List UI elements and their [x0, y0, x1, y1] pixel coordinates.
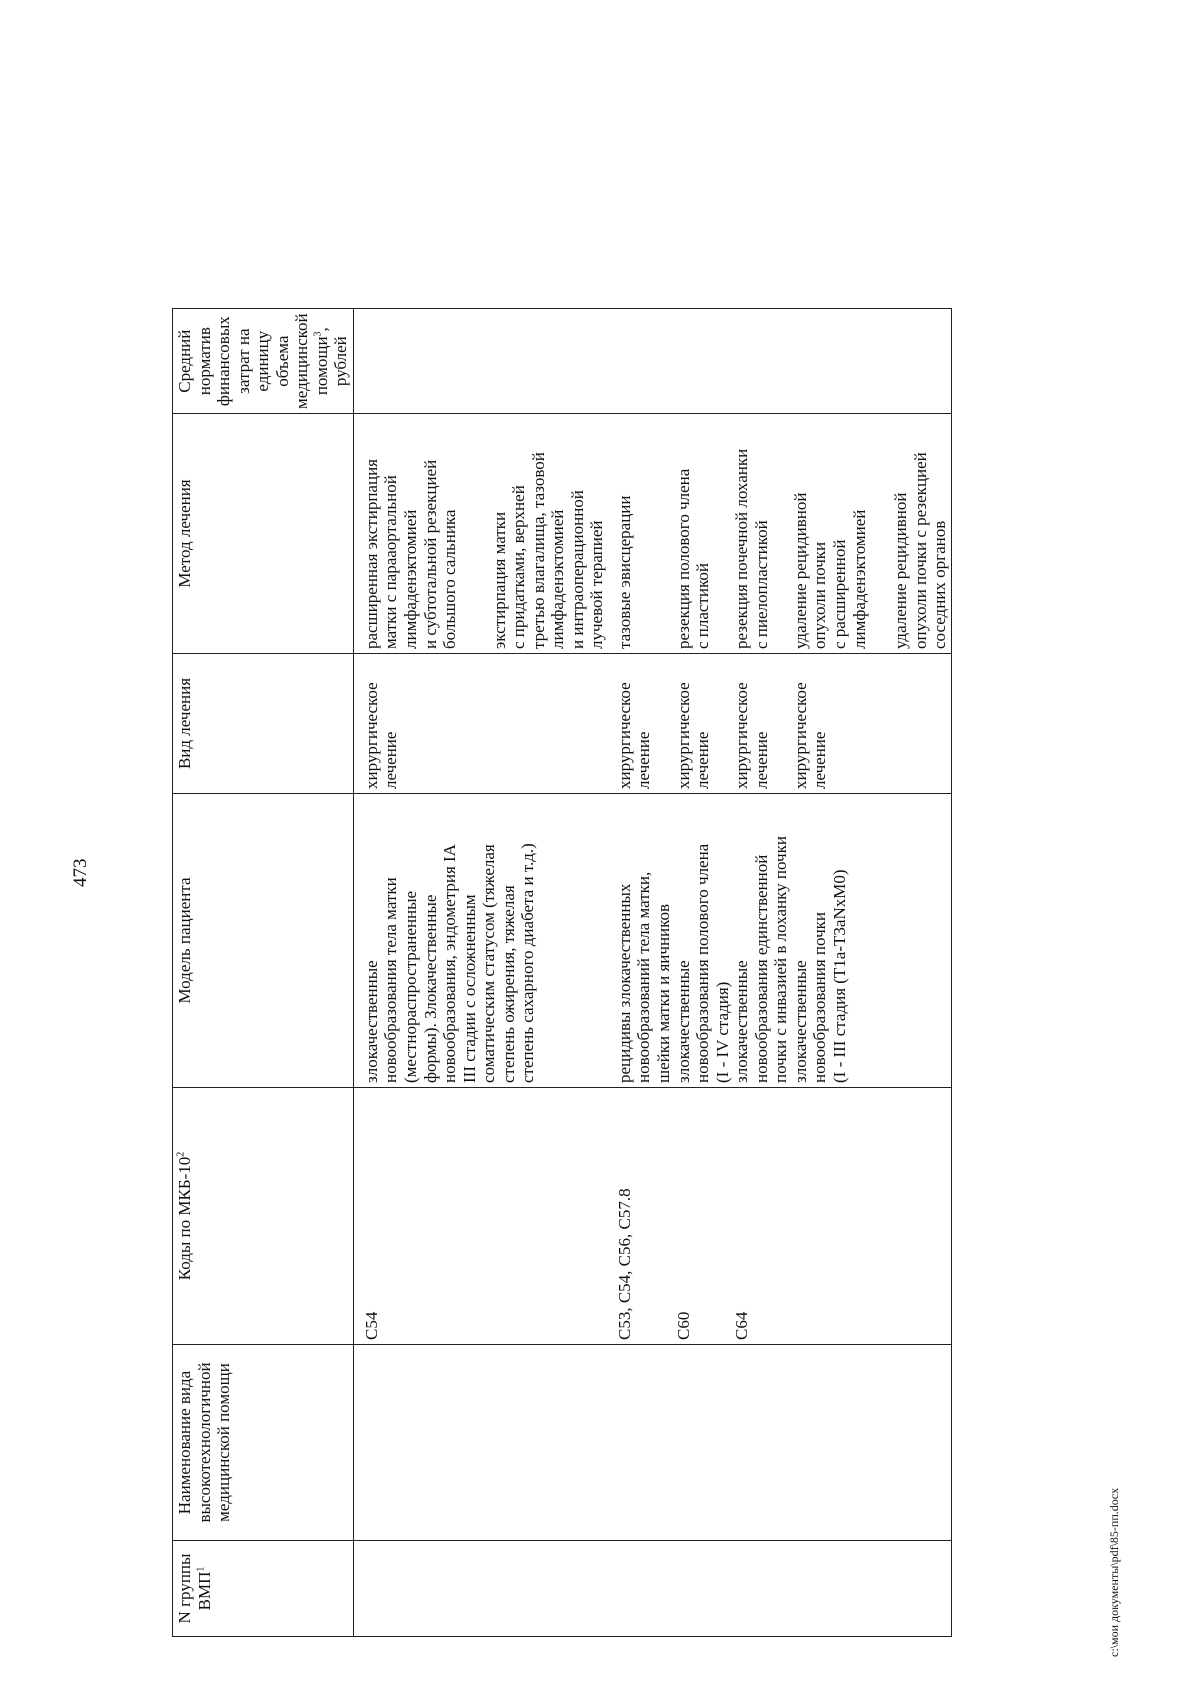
treatment-method-cell: резекция полового члена с пластикой	[674, 414, 733, 654]
table-row	[615, 309, 674, 1637]
table-row	[791, 309, 950, 1637]
treatment-method-cell: тазовые эвисцерации	[615, 414, 674, 654]
icd-code-cell: C64	[732, 1088, 791, 1345]
patient-model-cell: рецидивы злокачественных новообразований тела матки, шейки матки и яичников	[615, 794, 674, 1088]
header-patient-model: Модель пациента	[173, 794, 354, 1088]
icd-code-cell: C53, C54, C56, C57.8	[615, 1088, 674, 1345]
treatment-type-cell: хирургическое лечение	[732, 654, 791, 794]
page-number: 473	[70, 858, 91, 887]
treatment-method-cell: удаление рецидивной опухоли почки с расширенной лимфаденэктомией удаление рецидивной опухоли почки с резекцией соседних органов	[791, 414, 950, 654]
header-group-no: N группы ВМП$^1$	[173, 1541, 354, 1637]
header-treatment-type: Вид лечения	[173, 654, 354, 794]
patient-model-cell: злокачественные новообразования полового члена (I - IV стадия)	[674, 794, 733, 1088]
header-cost: Средний норматив финансовых затрат на единицу объема медицинской помощи$^3$, рублей	[173, 309, 354, 414]
header-name: Наименование вида высокотехнологичной медицинской помощи	[173, 1345, 354, 1541]
vmp-table	[172, 308, 952, 1637]
header-icd-codes: Коды по МКБ-$10^2$	[173, 1088, 354, 1345]
treatment-type-cell: хирургическое лечение	[791, 654, 950, 794]
treatment-method-cell: расширенная экстирпация матки с парааортальной лимфаденэктомией и субтотальной резекцией большого сальника экстирпация матки с придатками, верхней третью влагалища, тазовой лимфаденэктомией и интраоперационной лучевой терапией	[362, 414, 607, 654]
footer-file-path: c:\мои документы\pdf\85-пп.docx	[1107, 1487, 1121, 1657]
icd-code-cell: C54	[362, 1088, 607, 1345]
header-treatment-method: Метод лечения	[173, 414, 354, 654]
treatment-type-cell: хирургическое лечение	[362, 654, 607, 794]
patient-model-cell: злокачественные новообразования единственной почки с инвазией в лоханку почки	[732, 794, 791, 1088]
treatment-type-cell: хирургическое лечение	[674, 654, 733, 794]
table-row	[674, 309, 733, 1637]
treatment-type-cell: хирургическое лечение	[615, 654, 674, 794]
patient-model-cell: злокачественные новообразования почки (I - III стадия (T1a-T3aNxM0)	[791, 794, 950, 1088]
icd-code-cell: C60	[674, 1088, 733, 1345]
patient-model-cell: злокачественные новообразования тела матки (местнораспространенные формы). Злокачественные новообразования, эндометрия IA III стадии с осложненным соматическим статусом (тяжелая степень ожирения, тяжелая степень сахарного диабета и т.д.)	[362, 794, 607, 1088]
table-header-row	[173, 309, 354, 1637]
icd-code-cell	[791, 1088, 950, 1345]
table-row	[362, 309, 607, 1637]
table-row	[732, 309, 791, 1637]
treatment-method-cell: резекция почечной лоханки с пиелопластикой	[732, 414, 791, 654]
